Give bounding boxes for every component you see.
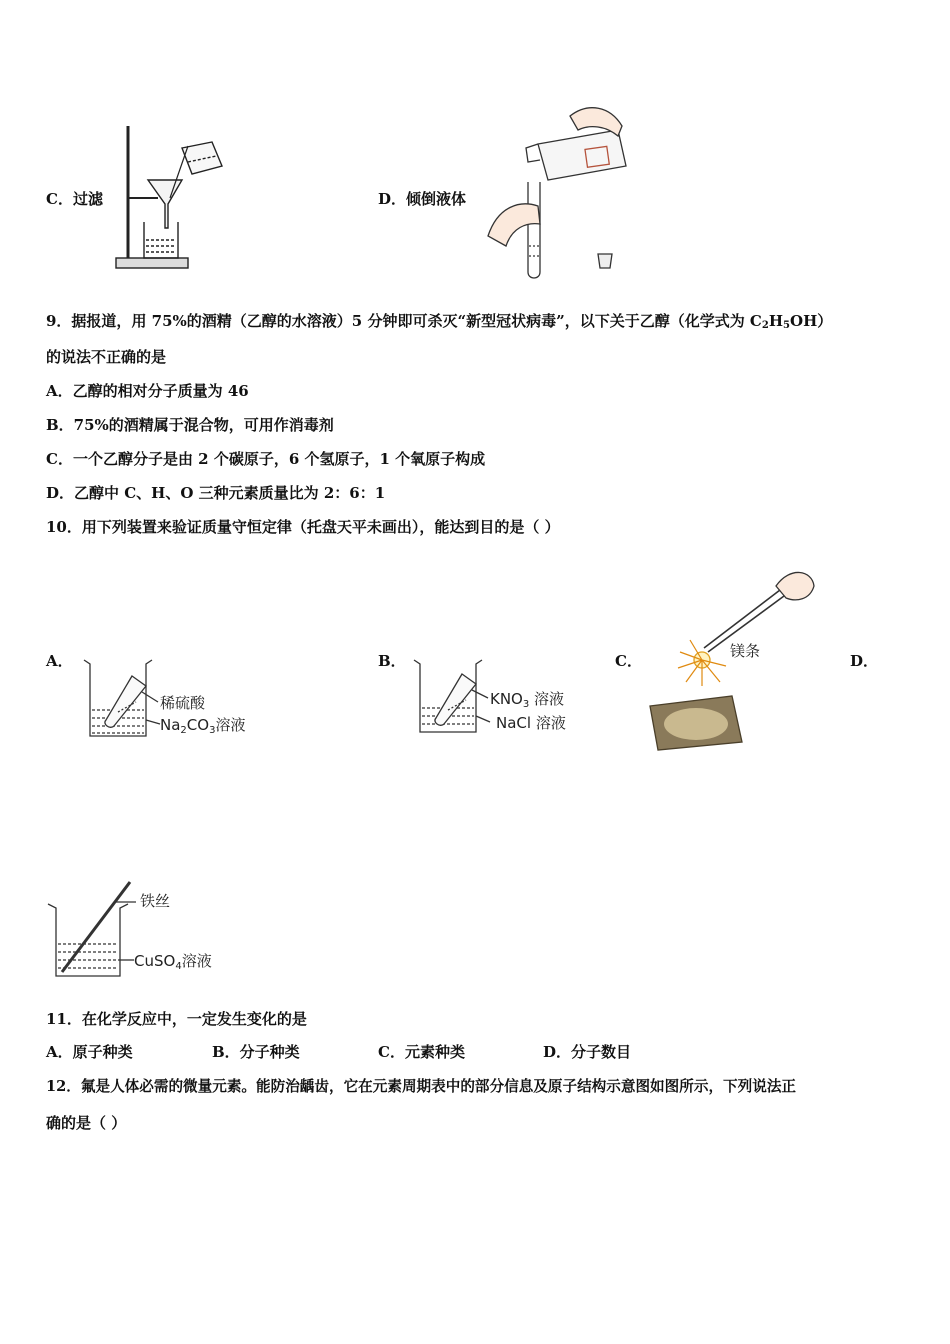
q12-stem-line2: 确的是（ ） [46,1114,127,1132]
fig-b-solution-label: NaCl 溶液 [496,714,566,732]
q10-figure-b [410,656,590,746]
fig-a-tube-label: 稀硫酸 [160,694,206,712]
q11-stem: 11．在化学反应中，一定发生变化的是 [46,1010,307,1028]
q11-option-c: C．元素种类 [378,1043,465,1061]
q8-option-d: D．倾倒液体 [378,190,467,208]
filtration-apparatus-figure [108,118,238,278]
q11-option-d: D．分子数目 [543,1043,632,1061]
q10-figure-a [80,656,260,746]
fig-d-wire-label: 铁丝 [140,892,171,910]
q9-stem-line2: 的说法不正确的是 [46,348,167,366]
q8-option-c: C．过滤 [46,190,103,208]
q12-stem-line1: 12．氟是人体必需的微量元素。能防治龋齿，它在元素周期表中的部分信息及原子结构示意图如图所示，下列说法正 [46,1078,797,1095]
q11-option-a: A．原子种类 [46,1043,133,1061]
q9-option-c: C．一个乙醇分子是由 2 个碳原子，6 个氢原子，1 个氧原子构成 [46,450,486,468]
q10-label-a: A． [46,652,73,670]
pouring-liquid-figure [478,96,638,282]
q9-stem-line1: 9．据报道，用 75%的酒精（乙醇的水溶液）5 分钟即可杀灭“新型冠状病毒”，以下关于乙醇（化学式为 $C_2H_5OH$） [46,312,833,331]
q10-label-c: C． [615,652,642,670]
q11-option-b: B．分子种类 [212,1043,300,1061]
fig-d-solution-label: CuSO$_4$溶液 [134,952,212,972]
fig-a-solution-label: $Na_2CO_3$溶液 [160,716,246,736]
fig-b-tube-label: $KNO_3$ 溶液 [490,690,565,710]
q10-figure-c [640,556,820,756]
q10-figure-d [44,878,244,982]
q10-label-b: B． [378,652,406,670]
q9-option-d: D．乙醇中 C、H、O 三种元素质量比为 2：6：1 [46,484,386,502]
q10-stem: 10．用下列装置来验证质量守恒定律（托盘天平未画出），能达到目的是（ ） [46,518,560,536]
q10-label-d: D． [850,652,879,670]
q9-option-a: A．乙醇的相对分子质量为 46 [46,382,249,400]
fig-c-label: 镁条 [730,642,761,660]
q9-option-b: B．75%的酒精属于混合物，可用作消毒剂 [46,416,334,434]
